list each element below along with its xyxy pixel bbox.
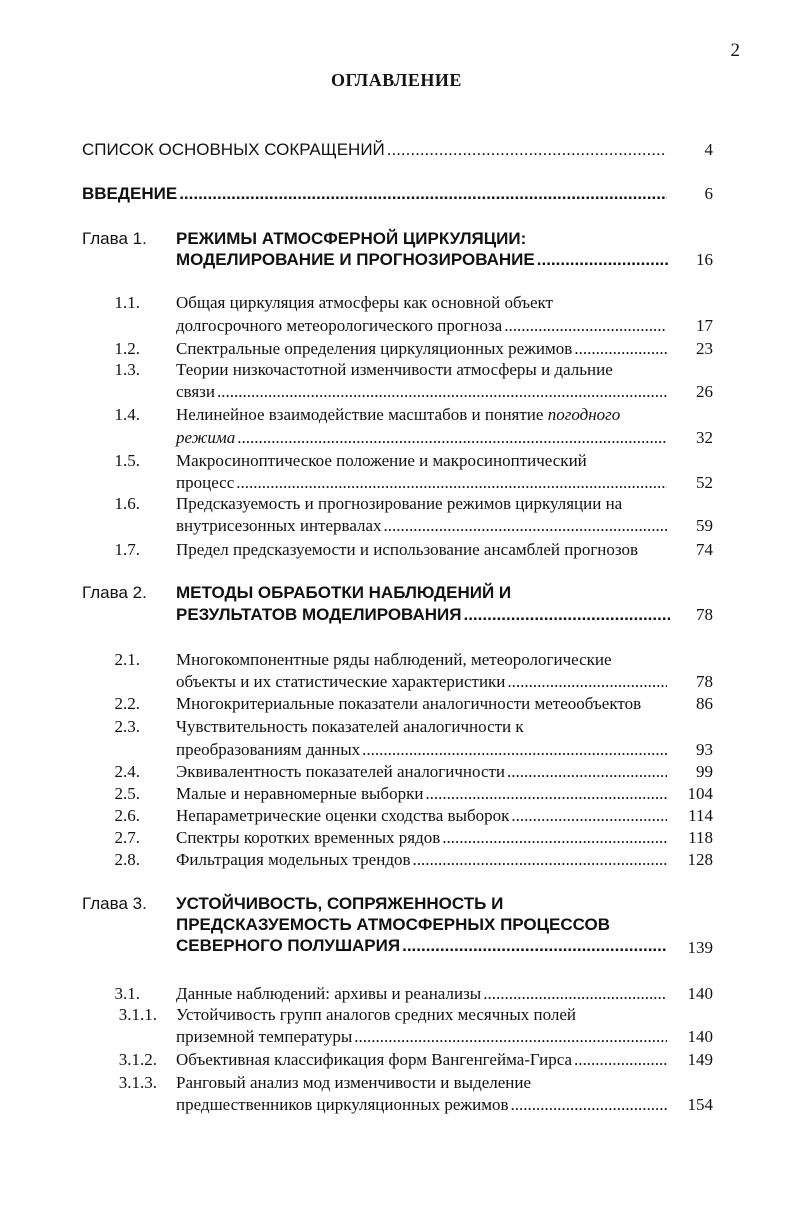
section-title: Ранговый анализ мод изменчивости и выделение xyxy=(176,1073,532,1092)
toc-page-number: 140 xyxy=(687,984,713,1003)
toc-page-number: 26 xyxy=(696,382,713,401)
section-number: 1.3. xyxy=(114,360,140,379)
leader-dots xyxy=(236,473,667,493)
toc-page-number: 78 xyxy=(696,605,713,624)
section-number: 2.5. xyxy=(114,784,140,803)
toc-page-number: 154 xyxy=(687,1095,713,1114)
section-title: Общая циркуляция атмосферы как основной объект xyxy=(176,293,553,312)
chapter-title: ПРЕДСКАЗУЕМОСТЬ АТМОСФЕРНЫХ ПРОЦЕССОВ xyxy=(176,915,611,934)
section-title: Устойчивость групп аналогов средних месячных полей xyxy=(176,1005,577,1024)
section-number: 3.1.3. xyxy=(118,1073,157,1092)
toc-page-number: 16 xyxy=(696,250,713,269)
section-number: 3.1. xyxy=(114,984,140,1003)
chapter-label: Глава 1. xyxy=(82,229,147,248)
section-title: Теории низкочастотной изменчивости атмосферы и дальние xyxy=(176,360,613,379)
chapter-title-line: МОДЕЛИРОВАНИЕ И ПРОГНОЗИРОВАНИЕ ..... xyxy=(176,250,670,270)
leader-dots xyxy=(574,1050,667,1070)
toc-page-number: 93 xyxy=(696,740,713,759)
toc-page-number: 139 xyxy=(687,938,713,957)
section-number: 3.1.1. xyxy=(118,1005,157,1024)
toc-page-number: 4 xyxy=(704,140,713,159)
section-number: 2.8. xyxy=(114,850,140,869)
toc-page-number: 140 xyxy=(687,1027,713,1046)
chapter-title: УСТОЙЧИВОСТЬ, СОПРЯЖЕННОСТЬ И xyxy=(176,894,504,913)
leader-dots xyxy=(511,806,667,826)
section-title-line: Эквивалентность показателей аналогичности ..... xyxy=(176,762,667,782)
page-title: ОГЛАВЛЕНИЕ xyxy=(331,70,462,90)
section-title-line: Объективная классификация форм Вангенгейма-Гирса ..... xyxy=(176,1050,667,1070)
section-number: 1.6. xyxy=(114,494,140,513)
section-title: Предел предсказуемости и использование ансамблей прогнозов xyxy=(176,540,639,559)
section-number: 1.5. xyxy=(114,451,140,470)
leader-dots xyxy=(504,316,667,336)
leader-dots xyxy=(413,850,668,870)
chapter-title-line: РЕЗУЛЬТАТОВ МОДЕЛИРОВАНИЯ ..... xyxy=(176,605,670,625)
toc-page-number: 128 xyxy=(687,850,713,869)
section-title-line: Фильтрация модельных трендов ..... xyxy=(176,850,667,870)
toc-page-number: 78 xyxy=(696,672,713,691)
toc-page-number: 114 xyxy=(688,806,713,825)
toc-page-number: 17 xyxy=(696,316,713,335)
page-number: 2 xyxy=(730,40,740,61)
chapter-label: Глава 2. xyxy=(82,583,147,602)
section-title-line: Данные наблюдений: архивы и реанализы ..... xyxy=(176,984,667,1004)
section-title: Макросиноптическое положение и макросиноптический xyxy=(176,451,587,470)
leader-dots xyxy=(537,250,670,270)
toc-page-number: 74 xyxy=(696,540,713,559)
section-title-line: связи ..... xyxy=(176,382,667,402)
section-title-line: процесс ..... xyxy=(176,473,667,493)
chapter-title: РЕЖИМЫ АТМОСФЕРНОЙ ЦИРКУЛЯЦИИ: xyxy=(176,229,527,248)
section-title-line: Спектральные определения циркуляционных режимов ..... xyxy=(176,339,667,359)
section-title: Нелинейное взаимодействие масштабов и понятие погодного xyxy=(176,405,621,424)
section-title-line: предшественников циркуляционных режимов ..... xyxy=(176,1095,667,1115)
chapter-title: МЕТОДЫ ОБРАБОТКИ НАБЛЮДЕНИЙ И xyxy=(176,583,512,602)
section-number: 2.4. xyxy=(114,762,140,781)
leader-dots xyxy=(507,672,667,692)
leader-dots xyxy=(402,936,667,956)
toc-entry-introduction xyxy=(82,184,667,204)
leader-dots xyxy=(483,984,667,1004)
leader-dots xyxy=(387,140,667,160)
chapter-label: Глава 3. xyxy=(82,894,147,913)
leader-dots xyxy=(463,605,670,625)
leader-dots xyxy=(507,762,667,782)
toc-page-number: 104 xyxy=(687,784,713,803)
toc-page-number: 23 xyxy=(696,339,713,358)
leader-dots xyxy=(179,184,667,204)
chapter-title-line: СЕВЕРНОГО ПОЛУШАРИЯ ..... xyxy=(176,936,667,956)
section-title: Чувствительность показателей аналогичности к xyxy=(176,717,524,736)
toc-entry-label: СПИСОК ОСНОВНЫХ СОКРАЩЕНИЙ xyxy=(82,140,385,159)
toc-page-number: 52 xyxy=(696,473,713,492)
section-number: 2.7. xyxy=(114,828,140,847)
section-number: 2.1. xyxy=(114,650,140,669)
section-title-line: Малые и неравномерные выборки ..... xyxy=(176,784,667,804)
leader-dots xyxy=(384,516,667,536)
section-title: Многокомпонентные ряды наблюдений, метеорологические xyxy=(176,650,612,669)
section-number: 1.7. xyxy=(114,540,140,559)
section-title-line: режима ..... xyxy=(176,428,667,448)
section-title-line: внутрисезонных интервалах ..... xyxy=(176,516,667,536)
leader-dots xyxy=(354,1027,667,1047)
section-number: 2.2. xyxy=(114,694,140,713)
toc-page-number: 149 xyxy=(687,1050,713,1069)
section-number: 1.1. xyxy=(114,293,140,312)
toc-page-number: 86 xyxy=(696,694,713,713)
section-number: 2.6. xyxy=(114,806,140,825)
toc-page-number: 32 xyxy=(696,428,713,447)
section-number: 1.2. xyxy=(114,339,140,358)
section-title: Предсказуемость и прогнозирование режимов циркуляции на xyxy=(176,494,623,513)
section-number: 3.1.2. xyxy=(118,1050,157,1069)
leader-dots xyxy=(362,740,667,760)
toc-page-number: 6 xyxy=(704,184,713,203)
toc-entry-label: ВВЕДЕНИЕ xyxy=(82,184,178,203)
section-title-line: объекты и их статистические характеристики ..... xyxy=(176,672,667,692)
section-title-line: преобразованиям данных ..... xyxy=(176,740,667,760)
section-title: Многокритериальные показатели аналогичности метеообъектов xyxy=(176,694,642,713)
section-title-line: долгосрочного метеорологического прогноза ..... xyxy=(176,316,667,336)
toc-page-number: 59 xyxy=(696,516,713,535)
section-title-line: приземной температуры ..... xyxy=(176,1027,667,1047)
toc-page-number: 118 xyxy=(688,828,713,847)
toc-entry-abbreviations xyxy=(82,140,667,160)
section-title-line: Спектры коротких временных рядов ..... xyxy=(176,828,667,848)
leader-dots xyxy=(217,382,667,402)
section-number: 2.3. xyxy=(114,717,140,736)
leader-dots xyxy=(425,784,667,804)
section-title-line: Непараметрические оценки сходства выборок ..... xyxy=(176,806,667,826)
leader-dots xyxy=(574,339,667,359)
leader-dots xyxy=(442,828,667,848)
section-number: 1.4. xyxy=(114,405,140,424)
toc-page-number: 99 xyxy=(696,762,713,781)
leader-dots xyxy=(511,1095,667,1115)
leader-dots xyxy=(237,428,667,448)
